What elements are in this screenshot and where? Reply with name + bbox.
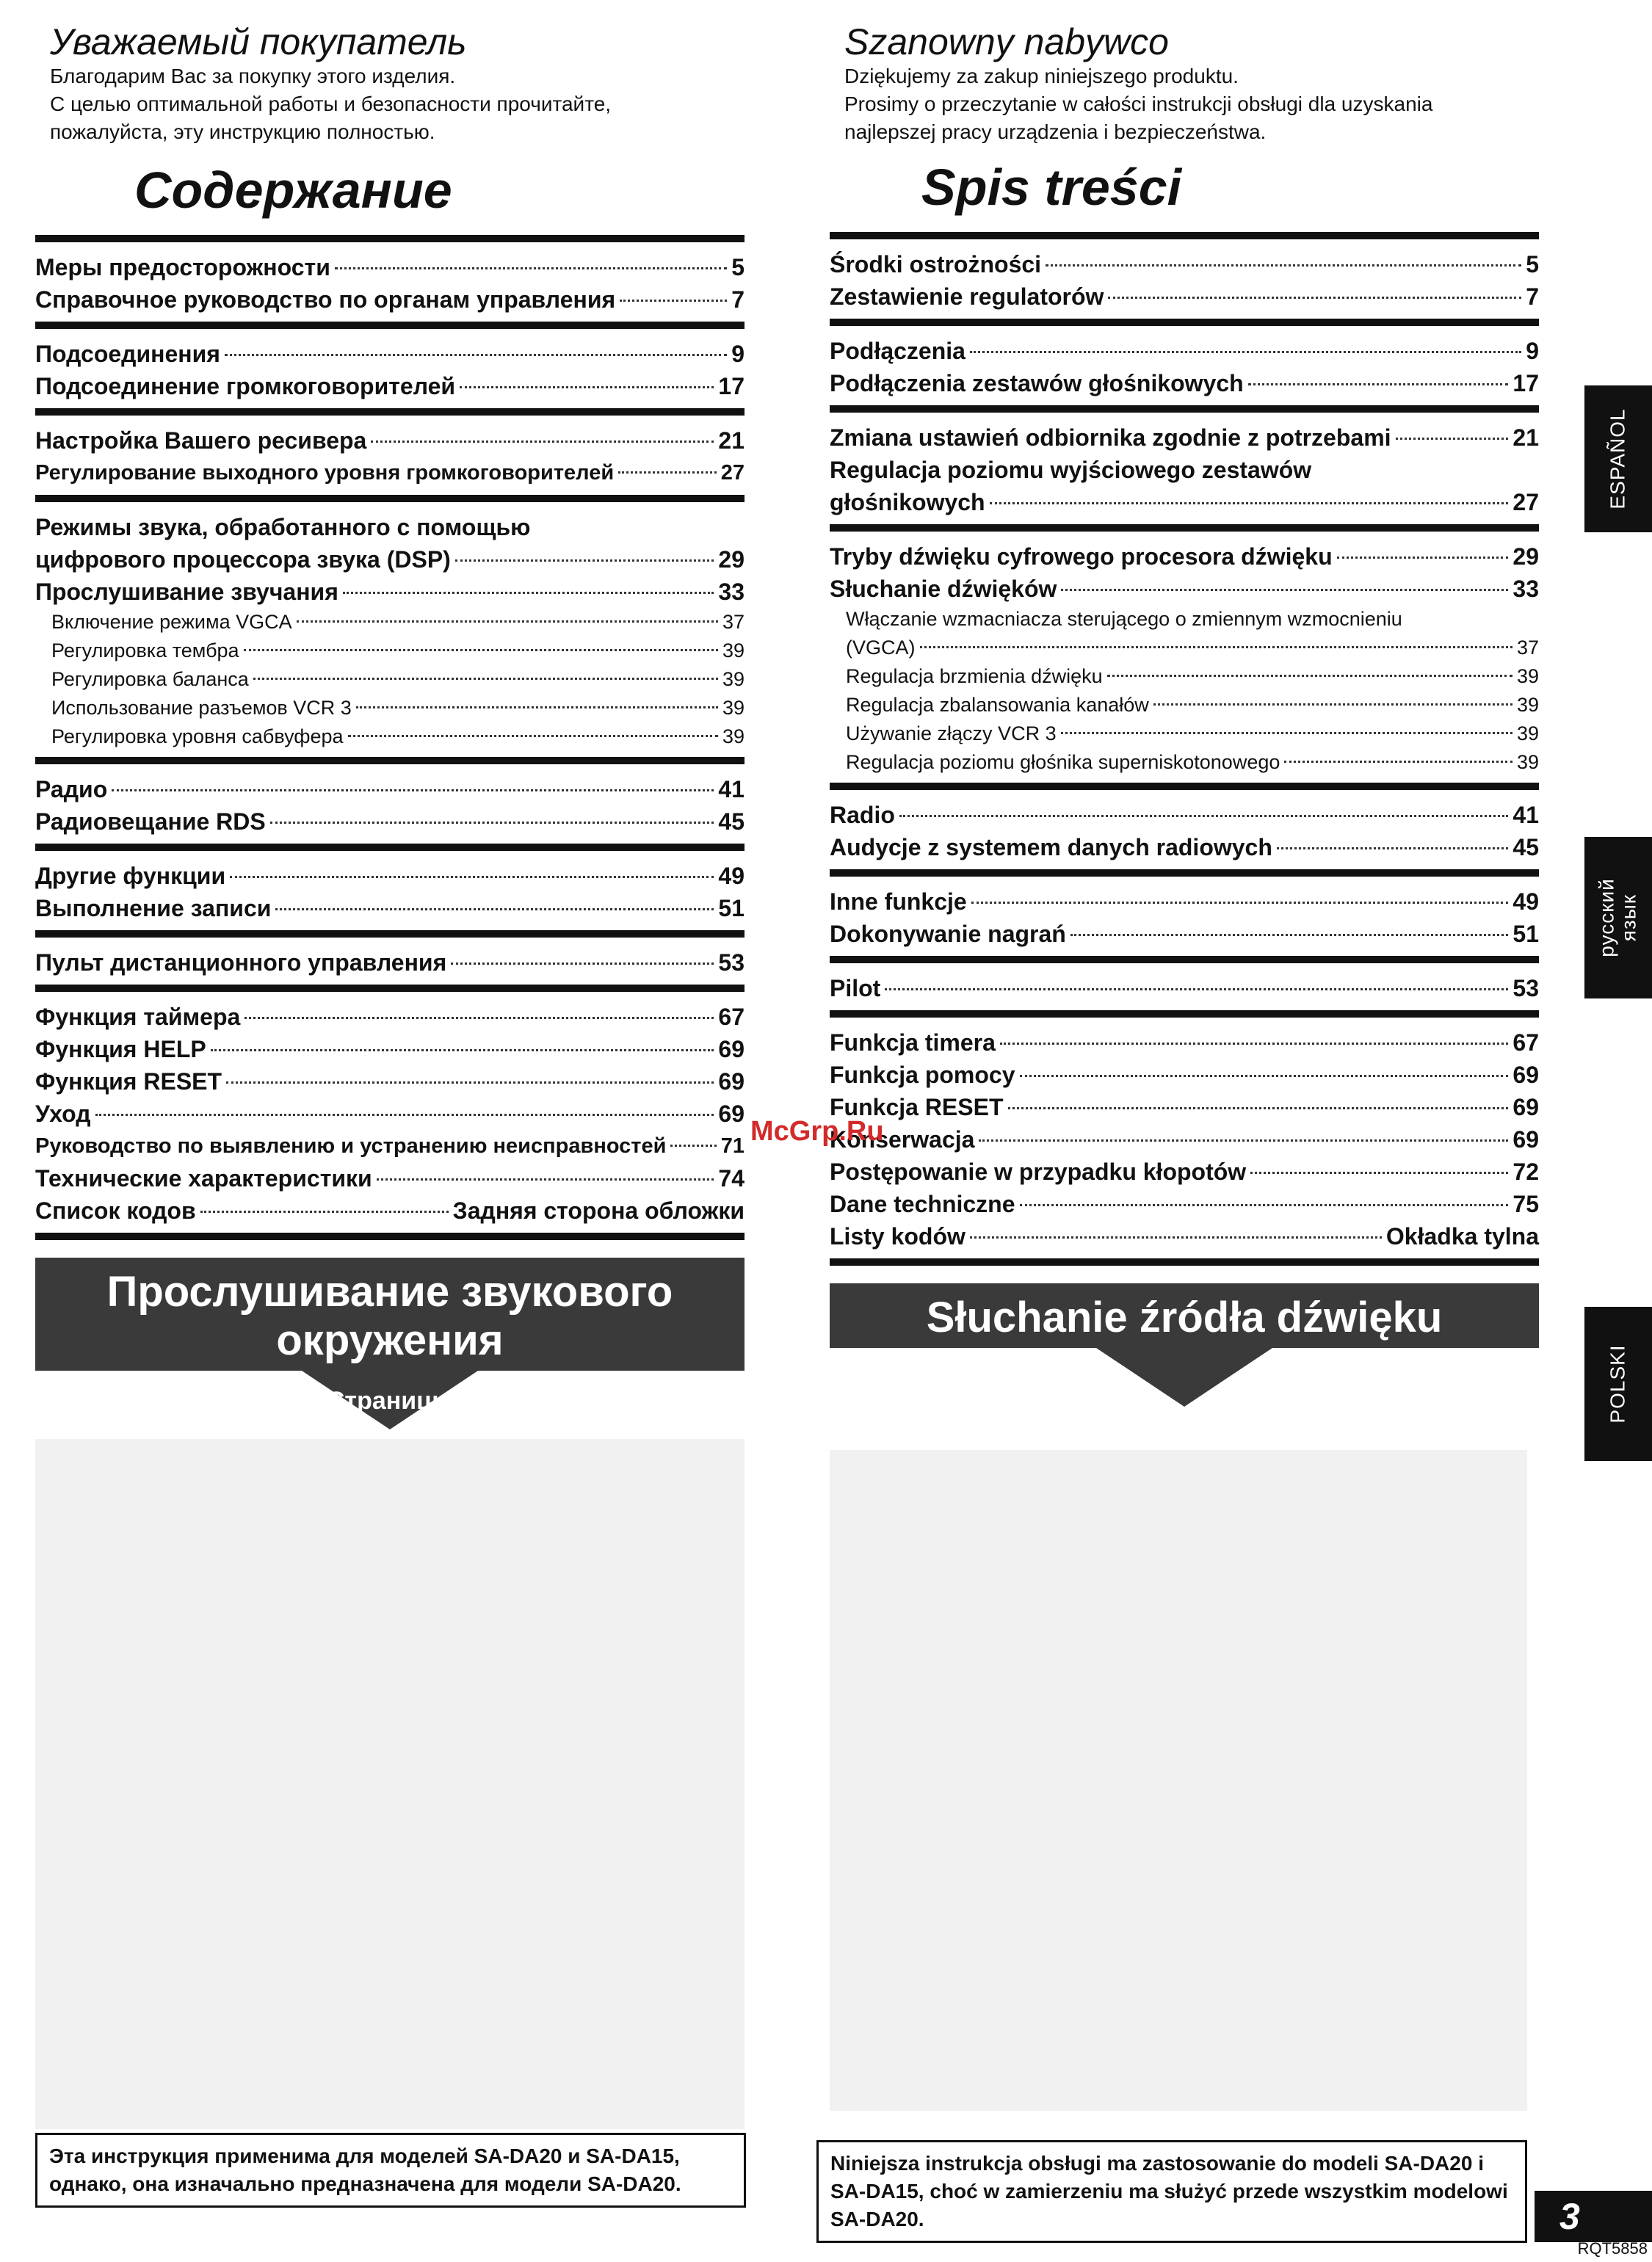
watermark: McGrp.Ru [750,1116,884,1147]
toc-entry-label: цифрового процессора звука (DSP) [35,546,451,573]
toc-entry[interactable] [830,799,1539,831]
toc-title-ru: Содержание [134,162,452,219]
toc-entry-label: Меры предосторожности [35,254,330,280]
toc-entry-label: Подсоединение громкоговорителей [35,373,456,399]
grayed-area-pl [830,1450,1527,2111]
toc-leader-dots [1008,1107,1509,1109]
section-banner-pl [830,1283,1539,1445]
toc-entry-page: 37 [1516,637,1539,659]
toc-entry-label: Радио [35,776,108,802]
greeting-line-ru-1: Благодарим Вас за покупку этого изделия. [50,65,456,87]
toc-entry-label: Пульт дистанционного управления [35,949,447,976]
toc-leader-dots [451,963,714,965]
toc-entry-label: Функция таймера [35,1004,241,1030]
toc-entry-label: Podłączenia [830,338,966,364]
toc-entry-label: Regulacja poziomu głośnika superniskotonowego [846,751,1280,773]
toc-entry-label: Tryby dźwięku cyfrowego procesora dźwięku [830,543,1333,570]
toc-entry[interactable] [830,918,1539,950]
toc-group [830,1010,1539,1266]
toc-entry-page: 33 [1512,576,1539,602]
greeting-title-pl: Szanowny nabywco [844,21,1169,62]
toc-entry-label: Технические характеристики [35,1165,372,1192]
toc-entry[interactable] [35,805,745,838]
toc-entry-page: 69 [718,1036,745,1062]
toc-entry-page: 39 [722,725,745,747]
toc-entry[interactable] [35,370,745,402]
greeting-line-pl-3: najlepszej pracy urządzenia i bezpieczeństwa. [844,120,1267,143]
toc-entry[interactable] [830,885,1539,918]
toc-leader-dots [112,789,714,791]
toc-entry[interactable] [830,454,1539,518]
toc-entry-page: 7 [1526,283,1539,310]
toc-leader-dots [1396,438,1509,440]
toc-entry-page: 39 [1516,665,1539,687]
toc-entry-label: Функция RESET [35,1068,222,1095]
toc-entry-label: Радиовещание RDS [35,808,266,835]
toc-pl [830,232,1539,1266]
toc-entry[interactable] [830,1091,1539,1123]
toc-entry[interactable] [830,335,1539,367]
toc-leader-dots [244,1017,714,1019]
toc-entry-label: Audycje z systemem danych radiowych [830,834,1272,860]
toc-leader-dots [979,1139,1508,1142]
toc-leader-dots [920,646,1512,648]
toc-entry-label: głośnikowych [830,489,985,515]
greeting-title-ru: Уважаемый покупатель [50,21,467,62]
model-note-pl: Niniejsza instrukcja obsługi ma zastosowanie do modeli SA-DA20 i SA-DA15, choć w zamierzeniu ma służyć przede wszystkim modelowi SA-DA20. [816,2140,1527,2243]
toc-leader-dots [1061,589,1508,591]
toc-leader-dots [620,300,727,302]
toc-entry[interactable] [35,424,745,457]
toc-entry-label: Прослушивание звучания [35,579,338,605]
toc-group [830,405,1539,524]
toc-leader-dots [230,876,714,878]
toc-entry-page: 69 [718,1068,745,1095]
toc-entry[interactable] [830,1220,1539,1253]
toc-entry-page: 27 [1512,489,1539,515]
toc-group [35,844,745,930]
page-number: 3 [1535,2191,1652,2242]
toc-entry-label: Słuchanie dźwięków [830,576,1057,602]
toc-entry[interactable] [830,573,1539,605]
toc-entry[interactable] [830,1059,1539,1091]
toc-leader-dots [990,502,1509,504]
toc-group [35,235,745,322]
toc-entry-page: 39 [722,697,745,719]
toc-leader-dots [1277,847,1509,849]
russian-column [35,0,745,1419]
language-tab-espanol[interactable] [1584,385,1652,532]
toc-entry[interactable] [35,1001,745,1033]
toc-entry[interactable] [830,421,1539,454]
toc-entry-page: 29 [718,546,745,573]
toc-entry-label: Funkcja timera [830,1029,996,1056]
toc-entry-label: Używanie złączy VCR 3 [846,722,1057,744]
toc-leader-dots [1061,732,1512,734]
toc-leader-dots [1046,264,1521,267]
toc-entry[interactable] [35,511,745,576]
toc-entry[interactable] [35,576,745,608]
toc-entry[interactable] [830,719,1539,748]
toc-entry-label: Radio [830,802,895,828]
toc-leader-dots [1250,1172,1508,1174]
toc-entry[interactable] [35,338,745,370]
tab-label-polski: POLSKI [1606,1344,1630,1424]
toc-entry-label: Регулировка тембра [51,639,239,661]
toc-entry-label: Włączanie wzmacniacza sterującego o zmiennym wzmocnieniu [846,608,1402,630]
toc-entry-label: Zestawienie regulatorów [830,283,1104,310]
toc-entry[interactable] [35,773,745,805]
toc-entry-label: Настройка Вашего ресивера [35,427,367,454]
toc-entry-page: Okładka tylna [1385,1223,1539,1250]
toc-entry[interactable] [35,637,745,665]
greeting-line-ru-2: С целью оптимальной работы и безопасности прочитайте, [50,93,612,115]
toc-entry-page: 9 [1526,338,1539,364]
toc-leader-dots [211,1049,714,1051]
toc-leader-dots [377,1178,714,1181]
toc-entry-label: Справочное руководство по органам управления [35,286,616,313]
toc-entry[interactable] [830,605,1539,662]
toc-entry-page: 45 [718,808,745,835]
toc-group [35,930,745,985]
toc-leader-dots [1153,703,1512,706]
toc-leader-dots [1107,675,1512,677]
model-code: RQT5858 [1577,2239,1648,2258]
toc-leader-dots [670,1145,716,1147]
toc-entry-label: Konserwacja [830,1126,975,1153]
toc-entry-page: 51 [718,895,745,921]
toc-entry[interactable] [830,1123,1539,1156]
toc-group [830,319,1539,405]
tab-label-russian-line2: язык [1617,893,1641,942]
banner-arrow-pl [1096,1348,1272,1407]
toc-entry-page: 67 [718,1004,745,1030]
banner-sub-pl: Strony [1145,1413,1224,1440]
toc-entry-page: 53 [718,949,745,976]
toc-leader-dots [899,815,1509,817]
toc-entry-page: 7 [731,286,745,313]
greeting-line-pl-2: Prosimy o przeczytanie w całości instrukcji obsługi dla uzyskania [844,93,1433,115]
toc-entry[interactable] [35,457,745,489]
toc-group [35,495,745,757]
toc-entry-label: Regulacja brzmienia dźwięku [846,665,1103,687]
toc-entry[interactable] [830,367,1539,399]
toc-entry-label: Inne funkcje [830,888,967,915]
toc-leader-dots [971,902,1509,904]
toc-group [830,956,1539,1010]
section-banner-ru [35,1258,745,1419]
grayed-area-ru [35,1439,745,2129]
toc-entry[interactable] [830,831,1539,863]
toc-entry-page: 74 [718,1165,745,1192]
toc-entry[interactable] [35,860,745,892]
toc-entry-label: Регулировка уровня сабвуфера [51,725,344,747]
toc-entry-page: 21 [718,427,745,454]
toc-entry[interactable] [830,540,1539,573]
toc-entry[interactable] [830,972,1539,1004]
toc-entry-page: 49 [718,863,745,889]
tab-label-espanol: ESPAÑOL [1606,408,1630,510]
toc-entry-page: 39 [1516,751,1539,773]
toc-entry-page: 41 [718,776,745,802]
toc-entry-label: (VGCA) [846,637,916,659]
toc-entry[interactable] [35,694,745,722]
toc-entry-label: Pilot [830,975,881,1001]
toc-entry-label: Dokonywanie nagrań [830,921,1066,947]
toc-entry[interactable] [35,608,745,637]
toc-entry-label: Zmiana ustawień odbiornika zgodnie z potrzebami [830,424,1391,451]
toc-entry[interactable] [35,1033,745,1065]
banner-sub-ru: Страницы [326,1387,454,1415]
toc-entry[interactable] [35,665,745,694]
toc-entry-page: 53 [1512,975,1539,1001]
greeting-line-ru-3: пожалуйста, эту инструкцию полностью. [50,120,435,143]
toc-entry-label: Dane techniczne [830,1191,1015,1217]
toc-entry[interactable] [35,1162,745,1195]
toc-entry-page: 39 [722,668,745,690]
toc-entry-page: 51 [1512,921,1539,947]
toc-entry-page: 41 [1512,802,1539,828]
banner-title-pl: Słuchanie źródła dźwięku [830,1283,1539,1348]
toc-entry-label: Уход [35,1101,91,1127]
toc-entry[interactable] [830,248,1539,280]
toc-entry-page: 39 [1516,722,1539,744]
toc-leader-dots [200,1211,449,1213]
toc-leader-dots [970,1236,1382,1239]
toc-entry[interactable] [35,1065,745,1098]
toc-entry-label: Listy kodów [830,1223,966,1250]
toc-entry[interactable] [35,946,745,979]
tab-label-russian-line1: русский [1595,878,1619,957]
toc-entry[interactable] [35,1098,745,1130]
toc-leader-dots [1020,1204,1509,1206]
toc-group [830,783,1539,869]
toc-leader-dots [226,1081,714,1084]
toc-entry[interactable] [830,1156,1539,1188]
toc-entry-label: Regulacja zbalansowania kanałów [846,694,1149,716]
toc-entry-page: 17 [718,373,745,399]
toc-entry-label: Список кодов [35,1197,196,1224]
greeting-line-pl-1: Dziękujemy za zakup niniejszego produktu. [844,65,1239,87]
toc-entry-label: Postępowanie w przypadku kłopotów [830,1159,1247,1185]
banner-title-ru: Прослушивание звукового окружения [35,1258,745,1371]
toc-leader-dots [244,649,718,651]
toc-entry-label: Подсоединения [35,341,220,367]
toc-entry-page: 45 [1512,834,1539,860]
toc-entry[interactable] [35,1195,745,1227]
toc-entry[interactable] [830,1026,1539,1059]
toc-entry-page: 69 [718,1101,745,1127]
toc-leader-dots [970,351,1521,353]
toc-leader-dots [1000,1043,1509,1045]
toc-entry[interactable] [35,1130,745,1162]
toc-leader-dots [348,735,718,737]
toc-entry-page: 72 [1512,1159,1539,1185]
toc-entry-label: Регулировка баланса [51,668,249,690]
toc-entry-page: 71 [720,1134,745,1158]
toc-entry[interactable] [830,1188,1539,1220]
toc-leader-dots [253,678,718,680]
toc-leader-dots [1108,297,1521,299]
toc-entry-page: 69 [1512,1062,1539,1088]
toc-leader-dots [270,822,714,824]
toc-entry[interactable] [35,283,745,316]
toc-group [35,322,745,408]
toc-leader-dots [460,386,714,388]
toc-leader-dots [1248,383,1509,385]
toc-entry-label: Выполнение записи [35,895,272,921]
toc-entry-page: 39 [722,639,745,661]
toc-group [35,408,745,495]
toc-leader-dots [618,471,717,474]
toc-entry-label: Funkcja RESET [830,1094,1004,1120]
toc-entry[interactable] [830,662,1539,691]
toc-group [830,869,1539,956]
toc-ru [35,235,745,1240]
toc-entry-page: 49 [1512,888,1539,915]
toc-entry-page: 5 [1526,251,1539,278]
toc-entry-page: 67 [1512,1029,1539,1056]
toc-entry[interactable] [830,691,1539,719]
toc-leader-dots [371,441,714,443]
toc-entry-page: 27 [720,461,745,485]
polish-column [830,0,1539,1445]
toc-entry-page: Задняя сторона обложки [452,1197,745,1224]
toc-leader-dots [1020,1075,1509,1077]
toc-group [830,524,1539,783]
toc-entry-label: Środki ostrożności [830,251,1042,278]
toc-leader-dots [95,1114,714,1116]
toc-entry-label: Включение режима VGCA [51,611,292,633]
toc-leader-dots [225,354,727,356]
toc-entry[interactable] [830,748,1539,777]
toc-entry[interactable] [830,280,1539,313]
toc-group [830,232,1539,319]
model-note-ru: Эта инструкция применима для моделей SA-DA20 и SA-DA15, однако, она изначально предназначена для модели SA-DA20. [35,2133,746,2208]
tab-label-russian [1596,878,1640,957]
toc-entry-page: 69 [1512,1094,1539,1120]
toc-entry[interactable] [35,251,745,283]
toc-entry-label: Режимы звука, обработанного с помощью [35,514,531,540]
toc-entry-page: 39 [1516,694,1539,716]
toc-entry-page: 37 [722,611,745,633]
toc-entry[interactable] [35,722,745,751]
toc-leader-dots [356,706,718,708]
toc-title-pl: Spis treści [921,159,1182,216]
toc-leader-dots [297,620,718,623]
toc-entry-label: Функция HELP [35,1036,206,1062]
toc-entry-page: 69 [1512,1126,1539,1153]
language-tab-polski[interactable] [1584,1307,1652,1461]
toc-leader-dots [275,908,714,910]
toc-entry-page: 9 [731,341,745,367]
toc-entry-page: 33 [718,579,745,605]
toc-group [35,757,745,844]
toc-entry-label: Руководство по выявлению и устранению неисправностей [35,1134,667,1158]
language-tab-russian[interactable] [1584,837,1652,998]
toc-group [35,985,745,1240]
toc-entry[interactable] [35,892,745,924]
toc-entry-label: Funkcja pomocy [830,1062,1015,1088]
toc-leader-dots [335,267,727,269]
toc-leader-dots [1284,761,1512,763]
toc-leader-dots [455,559,714,562]
toc-entry-page: 21 [1512,424,1539,451]
toc-entry-label: Регулирование выходного уровня громкоговорителей [35,461,615,485]
toc-entry-page: 75 [1512,1191,1539,1217]
toc-entry-page: 17 [1512,370,1539,396]
toc-entry-label: Podłączenia zestawów głośnikowych [830,370,1244,396]
toc-entry-page: 5 [731,254,745,280]
toc-entry-page: 29 [1512,543,1539,570]
toc-entry-label: Использование разъемов VCR 3 [51,697,352,719]
toc-entry-label: Другие функции [35,863,226,889]
toc-leader-dots [885,988,1508,990]
toc-leader-dots [1337,557,1509,559]
toc-leader-dots [1070,934,1509,936]
toc-leader-dots [343,592,714,594]
toc-entry-label: Regulacja poziomu wyjściowego zestawów [830,457,1312,483]
